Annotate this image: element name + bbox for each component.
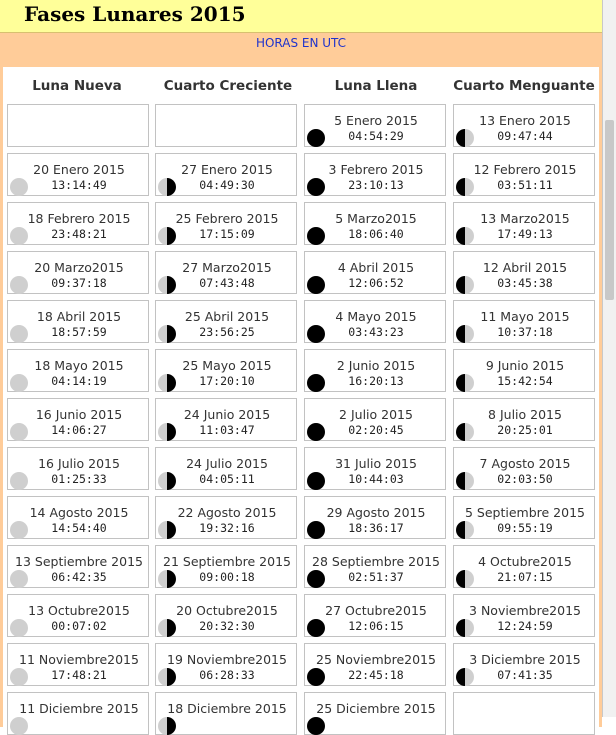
phase-time: 18:57:59 [51,325,107,339]
phase-time: 17:49:13 [497,227,553,241]
phase-date: 18 Abril 2015 [36,309,122,324]
phase-time: 10:44:03 [348,472,404,486]
phase-cell [155,692,297,735]
column-header-full: Luna Llena [334,78,418,94]
phase-time: 21:07:15 [497,570,553,584]
phase-date: 3 Noviembre2015 [469,603,581,618]
phase-cell [304,643,446,686]
phase-cell [7,643,149,686]
phase-date: 27 Octubre2015 [325,603,427,618]
phase-time: 20:32:30 [199,619,255,633]
phase-date: 22 Agosto 2015 [177,505,277,520]
phase-time: 13:14:49 [51,178,107,192]
phase-cell [304,496,446,539]
phase-date: 4 Abril 2015 [337,260,415,275]
title-bar [0,0,602,33]
phase-cell [453,643,595,686]
phase-time: 11:03:47 [199,423,255,437]
phase-date: 27 Enero 2015 [181,162,273,177]
phase-time: 07:43:48 [199,276,255,290]
phase-date: 29 Agosto 2015 [326,505,426,520]
phase-cell [304,545,446,588]
subtitle-bar [0,33,602,67]
phase-cell [453,398,595,441]
phase-time: 04:05:11 [199,472,255,486]
phase-cell [304,251,446,294]
phase-cell [304,349,446,392]
phase-date: 12 Febrero 2015 [473,162,577,177]
phase-cell [155,594,297,637]
phase-cell [7,202,149,245]
phase-time: 06:42:35 [51,570,107,584]
phase-cell [155,398,297,441]
phase-cell [155,202,297,245]
phase-cell [453,447,595,490]
phase-cell [155,349,297,392]
phase-date: 2 Junio 2015 [336,358,416,373]
phase-time: 09:55:19 [497,521,553,535]
phase-date: 4 Octubre2015 [478,554,572,569]
phase-cell [304,202,446,245]
first-quarter-icon [158,717,176,735]
empty-cell [7,104,149,147]
phase-cell [155,153,297,196]
phase-time: 09:00:18 [199,570,255,584]
phase-date: 12 Abril 2015 [482,260,568,275]
phase-cell [304,153,446,196]
phase-cell [7,496,149,539]
phase-cell [304,300,446,343]
phase-date: 5 Septiembre 2015 [464,505,585,520]
phase-cell [7,251,149,294]
phase-time: 12:06:52 [348,276,404,290]
phase-time: 10:37:18 [497,325,553,339]
phase-time: 23:10:13 [348,178,404,192]
phase-cell [453,153,595,196]
phase-time: 04:14:19 [51,374,107,388]
phase-date: 24 Julio 2015 [186,456,268,471]
phase-date: 5 Marzo2015 [335,211,417,226]
phase-time: 06:28:33 [199,668,255,682]
phase-time: 22:45:18 [348,668,404,682]
phase-date: 25 Febrero 2015 [175,211,279,226]
phase-cell [7,447,149,490]
phase-date: 20 Octubre2015 [176,603,278,618]
phase-time: 03:45:38 [497,276,553,290]
phase-date: 25 Abril 2015 [184,309,270,324]
phase-time: 09:37:18 [51,276,107,290]
empty-cell [453,692,595,735]
phase-time: 23:56:25 [199,325,255,339]
phase-date: 21 Septiembre 2015 [163,554,291,569]
phase-time: 17:20:10 [199,374,255,388]
phase-date: 20 Marzo2015 [34,260,124,275]
phase-date: 11 Noviembre2015 [19,652,139,667]
phase-date: 13 Enero 2015 [479,113,571,128]
phase-cell [155,545,297,588]
column-header-new: Luna Nueva [32,78,122,94]
phase-time: 03:51:11 [497,178,553,192]
phase-time: 04:49:30 [199,178,255,192]
phase-cell [304,104,446,147]
phase-cell [453,251,595,294]
phase-time: 02:51:37 [348,570,404,584]
utc-note: HORAS EN UTC [255,36,347,50]
phase-date: 3 Febrero 2015 [328,162,424,177]
phase-date: 31 Julio 2015 [335,456,417,471]
phase-time: 14:06:27 [51,423,107,437]
phase-time: 12:24:59 [497,619,553,633]
phase-date: 13 Marzo2015 [480,211,570,226]
phase-cell [7,398,149,441]
phase-date: 13 Octubre2015 [28,603,130,618]
phase-time: 20:25:01 [497,423,553,437]
phase-date: 20 Enero 2015 [33,162,125,177]
phase-time: 18:36:17 [348,521,404,535]
phase-cell [453,545,595,588]
phase-cell [453,349,595,392]
phase-date: 25 Noviembre2015 [316,652,436,667]
phase-time: 17:48:21 [51,668,107,682]
phase-date: 11 Diciembre 2015 [19,701,139,716]
phase-date: 24 Junio 2015 [183,407,271,422]
vertical-scrollbar[interactable] [602,0,616,717]
phase-date: 25 Mayo 2015 [182,358,272,373]
phase-date: 18 Mayo 2015 [34,358,124,373]
phase-cell [155,643,297,686]
phase-cell [304,692,446,735]
phase-cell [304,447,446,490]
phase-date: 16 Julio 2015 [38,456,120,471]
phase-cell [453,300,595,343]
phase-cell [155,447,297,490]
phase-cell [7,594,149,637]
phase-time: 14:54:40 [51,521,107,535]
phase-date: 14 Agosto 2015 [29,505,129,520]
phase-time: 02:20:45 [348,423,404,437]
phase-date: 16 Junio 2015 [35,407,123,422]
phase-date: 18 Febrero 2015 [27,211,131,226]
phase-date: 2 Julio 2015 [339,407,413,422]
phase-cell [155,251,297,294]
phase-cell [7,692,149,735]
phase-date: 19 Noviembre2015 [167,652,287,667]
phase-time: 01:25:33 [51,472,107,486]
phase-time: 00:07:02 [51,619,107,633]
phase-cell [304,398,446,441]
phase-date: 8 Julio 2015 [488,407,562,422]
phase-date: 27 Marzo2015 [182,260,272,275]
phase-cell [453,202,595,245]
phase-date: 4 Mayo 2015 [335,309,417,324]
phase-cell [453,594,595,637]
column-header-first: Cuarto Creciente [163,78,293,94]
phase-time: 07:41:35 [497,668,553,682]
phase-cell [7,153,149,196]
phase-date: 28 Septiembre 2015 [312,554,440,569]
phase-cell [7,349,149,392]
full-moon-icon [307,717,325,735]
phase-time: 17:15:09 [199,227,255,241]
phase-time: 04:54:29 [348,129,404,143]
phase-cell [304,594,446,637]
phase-cell [155,300,297,343]
phase-time: 12:06:15 [348,619,404,633]
phase-date: 5 Enero 2015 [334,113,418,128]
phase-date: 9 Junio 2015 [485,358,565,373]
phase-cell [453,496,595,539]
phase-date: 18 Diciembre 2015 [167,701,287,716]
empty-cell [155,104,297,147]
phase-date: 13 Septiembre 2015 [15,554,143,569]
phase-cell [7,545,149,588]
phase-time: 03:43:23 [348,325,404,339]
new-moon-icon [10,717,28,735]
phase-date: 7 Agosto 2015 [479,456,571,471]
phase-cell [7,300,149,343]
phase-date: 3 Diciembre 2015 [469,652,581,667]
column-header-last: Cuarto Menguante [453,78,595,94]
phase-time: 23:48:21 [51,227,107,241]
phase-date: 11 Mayo 2015 [480,309,570,324]
phase-time: 16:20:13 [348,374,404,388]
phase-cell [453,104,595,147]
phase-time: 09:47:44 [497,129,553,143]
page-title: Fases Lunares 2015 [24,2,246,26]
phase-time: 18:06:40 [348,227,404,241]
phase-time: 02:03:50 [497,472,553,486]
phase-time: 15:42:54 [497,374,553,388]
phase-cell [155,496,297,539]
phase-time: 19:32:16 [199,521,255,535]
phase-date: 25 Diciembre 2015 [316,701,436,716]
scrollbar-thumb[interactable] [605,120,614,300]
